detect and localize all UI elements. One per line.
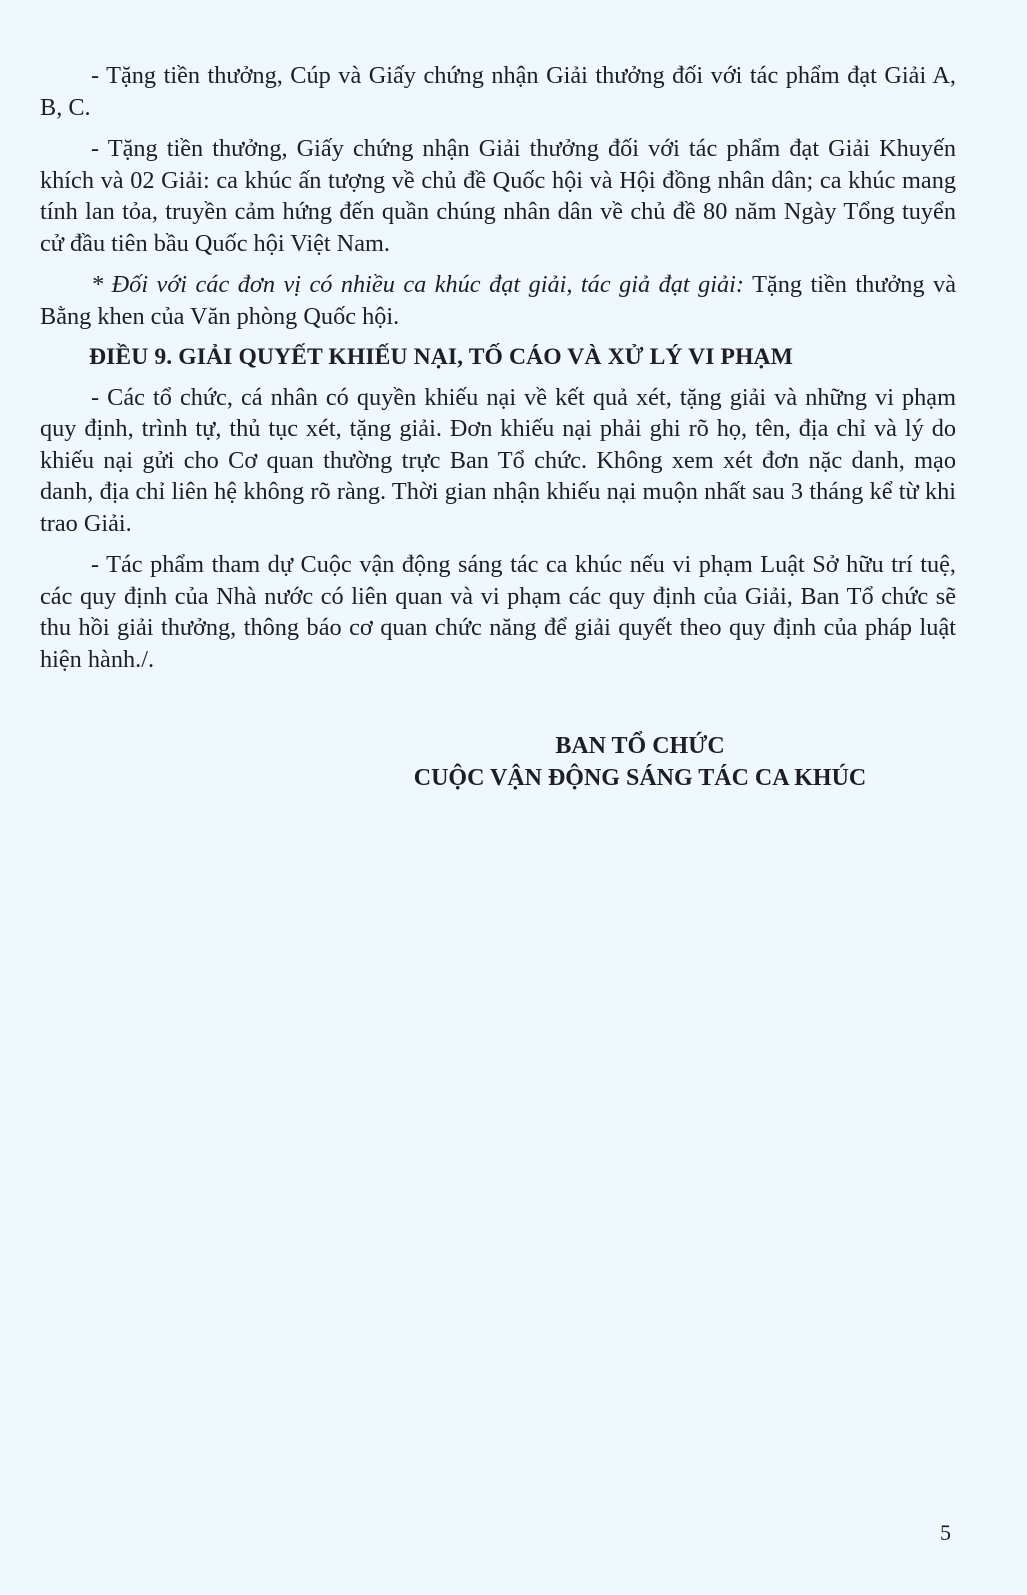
- note-paragraph: [40, 269, 956, 332]
- document-body: [40, 60, 956, 685]
- award-paragraph-abc: - Tặng tiền thưởng, Cúp và Giấy chứng nhận Giải thưởng đối với tác phẩm đạt Giải A, B, C.: [40, 62, 956, 121]
- signature-block: [340, 730, 940, 794]
- note-italic-lead: * Đối với các đơn vị có nhiều ca khúc đạt giải, tác giả đạt giải:: [91, 271, 745, 298]
- note-text: Tặng tiền thưởng và Bằng khen của Văn phòng Quốc hội.: [40, 271, 956, 330]
- award-paragraph-encouragement: - Tặng tiền thưởng, Giấy chứng nhận Giải thưởng đối với tác phẩm đạt Giải Khuyến khích và 02 Giải: ca khúc ấn tượng về chủ đề Quốc hội và Hội đồng nhân dân; ca khúc mang tính lan tỏa, truyền cảm hứng đến quần chúng nhân dân về chủ đề 80 năm Ngày Tổng tuyển cử đầu tiên bầu Quốc hội Việt Nam.: [40, 135, 956, 257]
- article9-heading: ĐIỀU 9. GIẢI QUYẾT KHIẾU NẠI, TỐ CÁO VÀ XỬ LÝ VI PHẠM: [89, 344, 794, 370]
- article9-paragraph-violations: - Tác phẩm tham dự Cuộc vận động sáng tác ca khúc nếu vi phạm Luật Sở hữu trí tuệ, các quy định của Nhà nước có liên quan và vi phạm các quy định của Giải, Ban Tổ chức sẽ thu hồi giải thưởng, thông báo cơ quan chức năng để giải quyết theo quy định của pháp luật hiện hành./.: [40, 551, 956, 673]
- article9-paragraph-complaints: - Các tổ chức, cá nhân có quyền khiếu nại về kết quả xét, tặng giải và những vi phạm quy định, trình tự, thủ tục xét, tặng giải. Đơn khiếu nại phải ghi rõ họ, tên, địa chỉ và lý do khiếu nại gửi cho Cơ quan thường trực Ban Tổ chức. Không xem xét đơn nặc danh, mạo danh, địa chỉ liên hệ không rõ ràng. Thời gian nhận khiếu nại muộn nhất sau 3 tháng kể từ khi trao Giải.: [40, 383, 956, 537]
- page-number: 5: [940, 1520, 951, 1545]
- signature-line-organizer: BAN TỔ CHỨC: [555, 733, 725, 759]
- signature-line-campaign: CUỘC VẬN ĐỘNG SÁNG TÁC CA KHÚC: [413, 765, 867, 791]
